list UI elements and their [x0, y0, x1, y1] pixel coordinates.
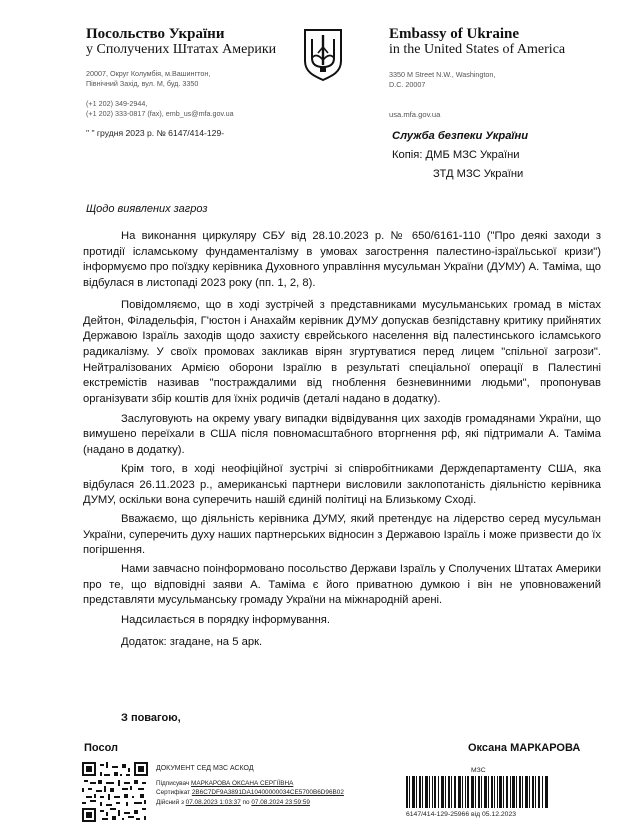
address-en-line1: 3350 M Street N.W., Washington,: [389, 70, 496, 79]
esign-stamp: [156, 764, 344, 807]
contacts-fax-email: (+1 202) 333-0817 (fax), emb_us@mfa.gov.ua: [86, 109, 234, 118]
embassy-subtitle-uk: у Сполучених Штатах Америки: [86, 42, 277, 57]
barcode-label: МЗС: [471, 767, 486, 774]
closing-phrase: З повагою,: [121, 712, 181, 724]
registration-number: 6147/414-129-25966 від 05.12.2023: [406, 811, 516, 818]
letter-body: [83, 229, 601, 651]
address-uk: [86, 69, 210, 89]
recipient-copy-2: ЗТД МЗС України: [433, 168, 524, 180]
embassy-title-uk: Посольство України: [86, 26, 225, 42]
esign-valid-from: 07.08.2023 1:03:37: [185, 798, 241, 806]
paragraph-4: Крім того, в ході неофіційної зустрічі зі співробітниками Держдепартаменту США, яка відбулася 26.11.2023 р., американські партнери висловили заклопотаність діяльністю керівника ДУМУ, оскільки вона суперечить нашій єдиній політиці на Близькому Сході.: [83, 462, 601, 507]
address-en: [389, 70, 495, 90]
esign-signer-row: [156, 779, 344, 789]
esign-signer-label: Підписувач: [156, 779, 190, 787]
paragraph-2: Повідомляємо, що в ході зустрічей з представниками мусульманських громад в містах Дейтон, Філадельфія, Г'юстон і Анахайм керівник ДУМУ допускав безпідставну критику прийнятих Державою Ізраїль заходів щодо захисту єврейського населення від палестинського ісламського радикалізму. У своїх промовах закликав вірян згуртуватися перед лицем "спільної загрози". Нейтралізованих Армією оборони Ізраїлю в результаті спеціальної операції в Палестині екстремістів називав "постраждалими від гноблення безневинними людьми", пропонував організувати збір коштів для їхніх родичів (деталі надано в додатку).: [83, 298, 601, 406]
address-uk-line1: 20007, Округ Колумбія, м.Вашингтон,: [86, 69, 211, 78]
recipient-primary: Служба безпеки України: [392, 130, 529, 142]
esign-valid-label: Дійсний з: [156, 798, 184, 806]
esign-cert: 2B6C7DF9A3891DA10400000034CE5700B6D96B02: [191, 789, 344, 797]
esign-validity-row: [156, 798, 344, 808]
trident-emblem-icon: [301, 27, 345, 85]
esign-valid-to: 07.08.2024 23:59:59: [251, 798, 310, 806]
esign-valid-to-label: по: [242, 798, 250, 806]
signature-position: Посол: [84, 742, 119, 754]
attachment-note: Додаток: згадане, на 5 арк.: [121, 635, 263, 648]
outgoing-reference: " " грудня 2023 р. № 6147/414-129-: [86, 128, 225, 138]
esign-signer: МАРКАРОВА ОКСАНА СЕРГІЇВНА: [191, 779, 294, 787]
website: usa.mfa.gov.ua: [389, 110, 441, 119]
paragraph-7: Надсилається в порядку інформування.: [121, 614, 331, 627]
letter-subject: Щодо виявлених загроз: [86, 203, 208, 215]
embassy-subtitle-en: in the United States of America: [389, 42, 566, 57]
esign-title: ДОКУМЕНТ СЕД МЗС АСКОД: [156, 765, 254, 772]
address-en-line2: D.C. 20007: [389, 80, 426, 89]
paragraph-6: Нами завчасно поінформовано посольство Держави Ізраїль у Сполучених Штатах Америки про те, що відповідні заяви А. Таміма є його приватною думкою і він не уповноважений представляти мусульманську громаду України на міжнародній арені.: [83, 563, 601, 607]
paragraph-1: На виконання циркуляру СБУ від 28.10.2023 р. № 650/6161-110 ("Про деякі заходи з протидії ісламському фундаменталізму в умовах загострення палестино-ізраїльської кризи") інформуємо про поїздку керівника Духовного управління мусульман України (ДУМУ) А. Таміма, що відбулася в листопаді 2023 року (пп. 1, 2, 8).: [83, 230, 601, 290]
signature-name: Оксана МАРКАРОВА: [468, 742, 581, 754]
esign-cert-row: [156, 788, 344, 798]
address-uk-line2: Північний Захід, вул. М, буд. 3350: [86, 79, 199, 88]
embassy-title-en: Embassy of Ukraine: [389, 26, 520, 42]
paragraph-3: Заслуговують на окрему увагу випадки відвідування цих заходів громадянами України, що вимушено переїхали в США після повномасштабного вторгнення рф, які підтримали А. Таміма (надано в додатку).: [83, 412, 601, 457]
paragraph-5: Вважаємо, що діяльність керівника ДУМУ, який претендує на лідерство серед мусульман України, суперечить духу наших партнерських відносин з Державою Ізраїль і може призвести до їх погіршення.: [83, 512, 601, 557]
qr-code-icon: [82, 762, 148, 826]
esign-cert-label: Сертифікат: [156, 789, 191, 797]
contacts-uk: [86, 99, 234, 119]
barcode-icon: [406, 776, 548, 812]
contacts-phone: (+1 202) 349-2944,: [86, 99, 148, 108]
recipient-copy: Копія: ДМБ МЗС України: [392, 149, 520, 161]
